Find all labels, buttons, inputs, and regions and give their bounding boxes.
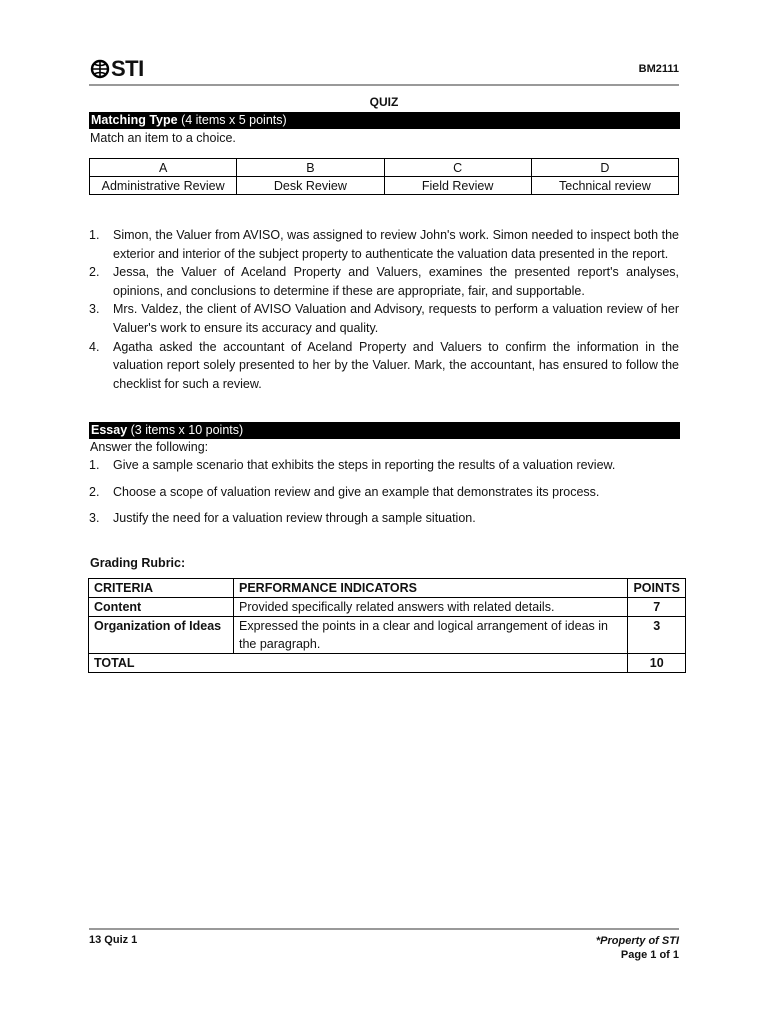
item-text: Choose a scope of valuation review and give an example that demonstrates its process. — [113, 485, 600, 499]
sti-logo — [90, 56, 144, 82]
choice-header-a: A — [90, 159, 237, 177]
matching-item — [89, 338, 679, 394]
choice-header-b: B — [237, 159, 384, 177]
footer-page-number: Page 1 of 1 — [620, 949, 679, 961]
item-text: Simon, the Valuer from AVISO, was assigned to review John's work. Simon needed to inspect both the exterior and interior of the subject property to authenticate the valuation data presented in the report. — [113, 228, 679, 261]
essay-item — [89, 511, 679, 525]
matching-items — [89, 226, 679, 393]
matching-bar-points: (4 items x 5 points) — [177, 113, 287, 127]
item-text: Jessa, the Valuer of Aceland Property and Valuers, examines the presented report's analyses, opinions, and conclusions to determine if these are appropriate, fair, and supportable. — [113, 265, 679, 298]
choice-a: Administrative Review — [90, 177, 237, 195]
rubric-header-indicators: PERFORMANCE INDICATORS — [234, 579, 628, 598]
item-number: 2. — [89, 265, 100, 280]
matching-instruction: Match an item to a choice. — [90, 131, 236, 145]
choices-table — [89, 158, 679, 195]
rubric-criteria: Content — [89, 598, 234, 617]
item-number: 3. — [89, 511, 100, 525]
essay-item — [89, 458, 679, 472]
rubric-criteria: Organization of Ideas — [89, 617, 234, 654]
rubric-row — [89, 598, 686, 617]
item-number: 4. — [89, 339, 100, 354]
choices-row — [90, 177, 679, 195]
sti-globe-icon — [90, 58, 110, 80]
choice-header-d: D — [531, 159, 678, 177]
rubric-header-points: POINTS — [628, 579, 686, 598]
choices-header-row — [90, 159, 679, 177]
rubric-total-row — [89, 654, 686, 673]
essay-bar-points: (3 items x 10 points) — [127, 423, 244, 437]
item-text: Agatha asked the accountant of Aceland Property and Valuers to confirm the information in the valuation report solely presented to her by the Valuer. Mark, the accountant, has ensured to follow the checklist for such a review. — [113, 339, 679, 391]
rubric-indicator: Provided specifically related answers with related details. — [234, 598, 628, 617]
essay-section-bar — [89, 422, 680, 439]
rubric-title: Grading Rubric: — [90, 556, 186, 570]
item-number: 2. — [89, 485, 100, 499]
rubric-total-points: 10 — [628, 654, 686, 673]
rubric-points: 3 — [628, 617, 686, 654]
grading-rubric-table — [88, 578, 686, 673]
footer-doc-label: 13 Quiz 1 — [89, 934, 138, 946]
rubric-row — [89, 617, 686, 654]
item-number: 3. — [89, 302, 100, 317]
choice-header-c: C — [384, 159, 531, 177]
page-title: QUIZ — [369, 95, 399, 109]
essay-instruction: Answer the following: — [90, 440, 209, 454]
choice-c: Field Review — [384, 177, 531, 195]
rubric-header-row — [89, 579, 686, 598]
header-divider — [89, 84, 679, 86]
choice-d: Technical review — [531, 177, 678, 195]
essay-item — [89, 485, 679, 499]
choice-b: Desk Review — [237, 177, 384, 195]
rubric-points: 7 — [628, 598, 686, 617]
rubric-total-label: TOTAL — [89, 654, 628, 673]
footer-divider — [89, 928, 679, 930]
item-text: Mrs. Valdez, the client of AVISO Valuation and Advisory, requests to perform a valuation review of her Valuer's work to ensure its accuracy and quality. — [113, 302, 679, 335]
matching-item — [89, 226, 679, 263]
item-text: Justify the need for a valuation review through a sample situation. — [113, 511, 476, 525]
footer-property: *Property of STI — [595, 935, 679, 947]
item-number: 1. — [89, 228, 100, 242]
matching-item — [89, 300, 679, 337]
rubric-header-criteria: CRITERIA — [89, 579, 234, 598]
essay-bar-title: Essay — [91, 423, 128, 437]
matching-section-bar — [89, 112, 680, 129]
rubric-indicator: Expressed the points in a clear and logical arrangement of ideas in the paragraph. — [234, 617, 628, 654]
footer-right — [596, 934, 679, 962]
item-text: Give a sample scenario that exhibits the steps in reporting the results of a valuation review. — [113, 458, 616, 472]
matching-item — [89, 263, 679, 300]
matching-bar-title: Matching Type — [91, 113, 178, 127]
course-code: BM2111 — [638, 63, 679, 75]
item-number: 1. — [89, 458, 100, 472]
logo-text: STI — [111, 56, 144, 81]
